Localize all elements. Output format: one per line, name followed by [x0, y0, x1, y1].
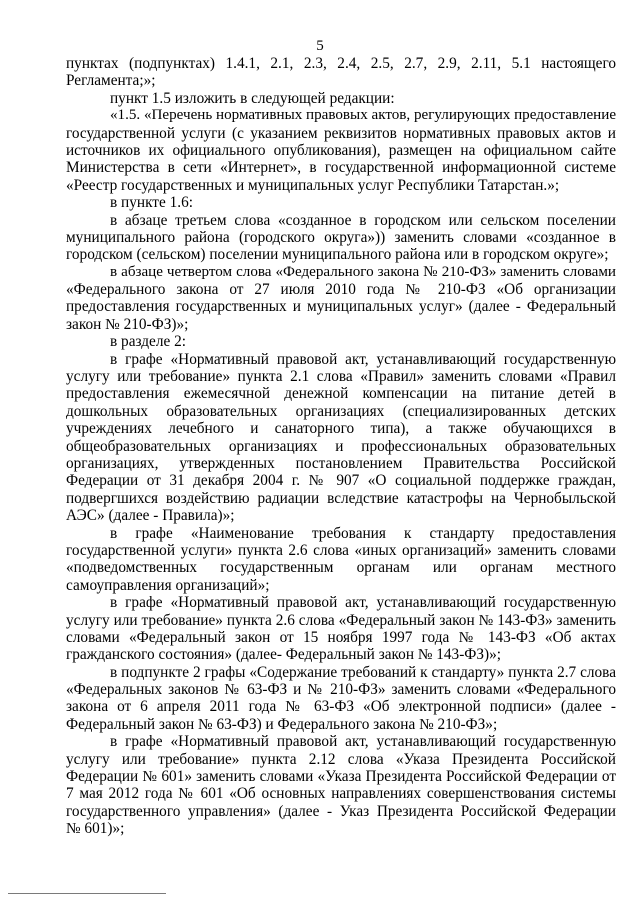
text-line: закон № 210-ФЗ)»; — [66, 315, 189, 333]
text-line: подвергшихся воздействию радиации вследствие катастрофы на Чернобыльской — [66, 489, 616, 507]
text-line: самоуправления организаций»; — [66, 576, 270, 594]
text-line: «Федеральных законов № 63-ФЗ и № 210-ФЗ» заменить словами «Федерального — [66, 681, 616, 699]
text-line: дошкольных образовательных организациях (специализированных детских — [66, 402, 616, 420]
text-line: услугу или требование» пункта 2.6 слова «Федеральный закон № 143-ФЗ» заменить — [66, 611, 616, 629]
text-line: закона от 6 апреля 2011 года № 63-ФЗ «Об электронной подписи» (далее - — [66, 698, 616, 716]
text-line: Федерации № 601» заменить словами «Указа Президента Российской Федерации от — [66, 768, 616, 786]
text-line: гражданского состояния» (далее- Федеральный закон № 143-ФЗ)»; — [66, 646, 502, 664]
text-line: в пункте 1.6: — [110, 194, 193, 212]
text-line: в графе «Нормативный правовой акт, устанавливающий государственную — [110, 594, 616, 612]
text-line: государственной услуги» пункта 2.6 слова «иных организаций» заменить словами — [66, 541, 616, 559]
document-body — [66, 55, 616, 838]
text-line: общеобразовательных организациях и профессиональных образовательных — [66, 437, 616, 455]
text-line: № 601)»; — [66, 820, 125, 838]
text-line: услугу или требование» пункта 2.1 слова «Правил» заменить словами «Правил — [66, 368, 616, 386]
text-line: пункт 1.5 изложить в следующей редакции: — [110, 89, 395, 107]
page-number: 5 — [316, 38, 324, 54]
text-line: учреждениях лечебного и санаторного типа), а также обучающихся в — [66, 420, 616, 438]
text-line: АЭС» (далее - Правила)»; — [66, 507, 235, 525]
text-line: «Реестр государственных и муниципальных услуг Республики Татарстан.»; — [66, 176, 560, 194]
text-line: «подведомственных государственным органам или органам местного — [66, 559, 616, 577]
text-line: муниципального района (городского округа»)) заменить словами «созданное в — [66, 228, 616, 246]
text-line: предоставления ежемесячной денежной компенсации на питание детей в — [66, 385, 616, 403]
text-line: в графе «Нормативный правовой акт, устанавливающий государственную — [110, 733, 616, 751]
text-line: в графе «Наименование требования к стандарту предоставления — [110, 524, 616, 542]
text-line: пунктах (подпунктах) 1.4.1, 2.1, 2.3, 2.4, 2.5, 2.7, 2.9, 2.11, 5.1 настоящего — [66, 55, 616, 72]
text-line: государственного управления» (далее - Указ Президента Российской Федерации — [66, 802, 616, 820]
text-line: словами «Федеральный закон от 15 ноября 1997 года № 143-ФЗ «Об актах — [66, 628, 616, 646]
text-line: «Федерального закона от 27 июля 2010 года № 210-ФЗ «Об организации — [66, 281, 616, 299]
text-line: в разделе 2: — [110, 333, 186, 351]
text-line: городском (сельском) поселении муниципального района или в городском округе»; — [66, 246, 609, 264]
text-line: государственной услуги (с указанием реквизитов нормативных правовых актов и — [66, 124, 616, 142]
text-line: Федерации от 31 декабря 2004 г. № 907 «О социальной поддержке граждан, — [66, 472, 616, 490]
text-line: Министерства в сети «Интернет», в государственной информационной системе — [66, 159, 616, 177]
text-line: предоставления государственных и муниципальных услуг» (далее - Федеральный — [66, 298, 616, 316]
text-line: Регламента;»; — [66, 72, 156, 90]
text-line: организациях, утвержденных постановлением Правительства Российской — [66, 454, 616, 472]
text-line: в подпункте 2 графы «Содержание требований к стандарту» пункта 2.7 слова — [110, 663, 616, 681]
text-line: Федеральный закон № 63-ФЗ) и Федерального закона № 210-ФЗ»; — [66, 715, 498, 733]
text-line: в графе «Нормативный правовой акт, устанавливающий государственную — [110, 350, 616, 368]
text-line: 7 мая 2012 года № 601 «Об основных направлениях совершенствования системы — [66, 785, 616, 803]
footer-divider — [8, 893, 166, 894]
text-line: услугу или требование» пункта 2.12 слова «Указа Президента Российской — [66, 750, 616, 768]
text-line: в абзаце третьем слова «созданное в городском или сельском поселении — [110, 211, 616, 229]
text-line: в абзаце четвертом слова «Федерального закона № 210-ФЗ» заменить словами — [110, 263, 616, 280]
text-line: источников их официального опубликования), размещен на официальном сайте — [66, 141, 616, 159]
text-line: «1.5. «Перечень нормативных правовых актов, регулирующих предоставление — [110, 107, 616, 124]
